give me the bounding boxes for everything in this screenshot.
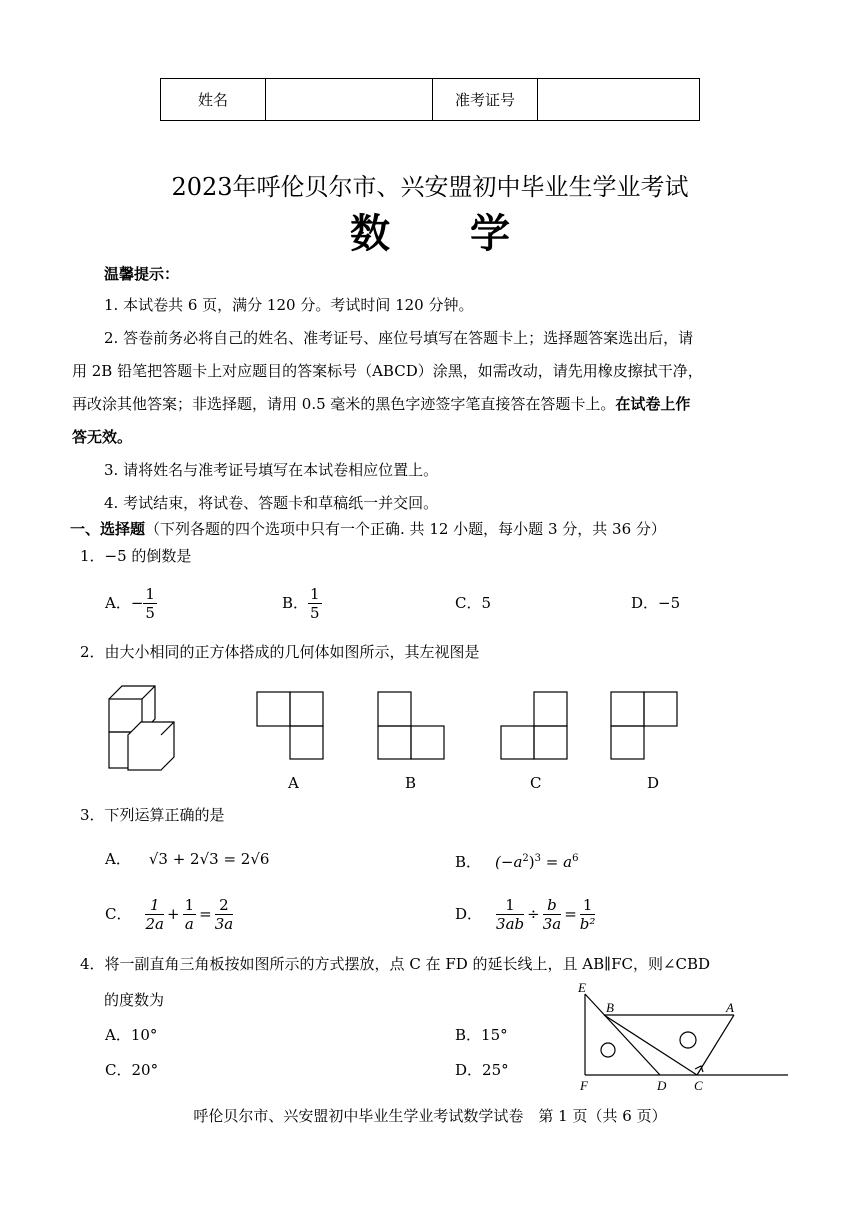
q2-label-c[interactable]: C: [530, 774, 542, 792]
q2-view-a: [257, 692, 323, 759]
q3-d-frac2-den: 3a: [542, 914, 562, 933]
name-label: 姓名: [161, 79, 266, 121]
q4-segment-ac: [697, 1015, 734, 1075]
q3-d-frac1-den: 3ab: [496, 914, 525, 933]
q4-stem-line-2: 的度数为: [104, 991, 165, 1009]
notice-warning-b: 答无效。: [72, 428, 133, 446]
q4-point-e: E: [578, 980, 586, 995]
q3-c-frac1-den: 2a: [145, 914, 164, 933]
q3-option-a-expression: √3 + 2√3 = 2√6: [148, 850, 270, 868]
notice-warning-a: 在试卷上作: [615, 395, 691, 413]
q3-d-frac3-num: 1: [580, 896, 596, 915]
q3-option-d[interactable]: D． $\frac{1}{3ab}$ ÷ $\frac{b}{3a}$ = $\frac{1}{\text{b²}}$: [455, 895, 596, 933]
notice-item-1: 1. 本试卷共 6 页，满分 120 分。考试时间 120 分钟。: [104, 296, 474, 314]
q4-point-f: F: [580, 1078, 588, 1093]
q4-point-d: D: [657, 1078, 667, 1093]
q3-option-c-label: C．: [105, 905, 132, 923]
q3-option-b-paren: ): [528, 853, 535, 871]
q3-option-b-result: = a: [541, 853, 573, 871]
q2-solid-figure: [109, 686, 174, 770]
q1-option-c[interactable]: C．5: [455, 594, 492, 612]
q4-point-c: C: [694, 1078, 703, 1093]
q3-c-frac3-num: 2: [215, 896, 234, 915]
q1-option-b-denominator: 5: [310, 603, 320, 622]
q3-d-frac1-num: 1: [496, 896, 524, 915]
q4-option-d[interactable]: D．25°: [455, 1061, 509, 1079]
q4-hole-left: [601, 1043, 615, 1057]
q4-option-b[interactable]: B．15°: [455, 1026, 508, 1044]
q3-d-frac2-num: b: [543, 896, 562, 915]
q3-stem: 3．下列运算正确的是: [80, 806, 225, 824]
q1-option-a-numerator: 1: [145, 584, 155, 603]
q3-option-b-base: (−a: [495, 853, 523, 871]
q2-label-d[interactable]: D: [647, 774, 660, 792]
q4-stem-line-1: 4．将一副直角三角板按如图所示的方式摆放，点 C 在 FD 的延长线上，且 AB∥FC，则∠CBD: [80, 955, 711, 973]
q3-c-frac1-num: 1: [145, 896, 164, 915]
notice-item-2-line-2: 用 2B 铅笔把答题卡上对应题目的答案标号（ABCD）涂黑，如需改动，请先用橡皮擦拭干净，: [72, 362, 703, 380]
section-1-description: （下列各题的四个选项中只有一个正确. 共 12 小题，每小题 3 分，共 36 分）: [145, 520, 666, 538]
name-field[interactable]: [266, 79, 433, 121]
q3-c-frac2-num: 1: [184, 895, 195, 914]
exam-id-field[interactable]: [538, 79, 700, 121]
q4-segment-ed: [585, 994, 660, 1075]
q3-c-frac3-den: 3a: [214, 914, 234, 933]
q3-c-frac2-den: a: [184, 914, 194, 933]
q1-option-a-sign: −: [130, 594, 144, 612]
q4-option-c[interactable]: C．20°: [105, 1061, 159, 1079]
q4-triangle-figure: [570, 980, 792, 1095]
q1-option-b[interactable]: [282, 582, 322, 624]
q2-cube-top-edge: [142, 686, 155, 699]
q3-option-b-label: B．: [455, 853, 482, 871]
notice-item-4: 4. 考试结束，将试卷、答题卡和草稿纸一并交回。: [104, 494, 439, 512]
q2-figures: [100, 682, 700, 792]
candidate-info-table: [160, 78, 700, 121]
q1-option-a-label: A．: [105, 594, 131, 612]
q3-option-b-outer-exp: 3: [534, 853, 542, 864]
exam-id-label: 准考证号: [433, 79, 538, 121]
q2-label-b[interactable]: B: [405, 774, 417, 792]
q2-view-d: [611, 692, 677, 759]
q3-option-b-inner-exp: 2: [522, 853, 529, 864]
q1-option-b-label: B．: [282, 594, 309, 612]
q3-option-b[interactable]: [455, 849, 578, 872]
q2-label-a[interactable]: A: [288, 774, 299, 792]
q1-stem: 1．−5 的倒数是: [80, 547, 192, 565]
notice-heading: 温馨提示：: [104, 265, 180, 283]
q2-view-b: [378, 692, 444, 759]
page-footer: 呼伦贝尔市、兴安盟初中毕业生学业考试数学试卷 第 1 页（共 6 页）: [193, 1107, 667, 1125]
exam-title: 2023年呼伦贝尔市、兴安盟初中毕业生学业考试: [171, 173, 689, 201]
notice-item-2-text: 再改涂其他答案；非选择题，请用 0.5 毫米的黑色字迹签字笔直接答在答题卡上。: [72, 395, 616, 413]
section-1-header: [70, 513, 830, 546]
q3-option-b-result-exp: 6: [572, 853, 579, 864]
q4-option-a[interactable]: A．10°: [105, 1026, 158, 1044]
q1-option-d[interactable]: D．−5: [631, 594, 681, 612]
q3-option-c[interactable]: C． $\frac{1}{2a}$ + $\frac{1}{a}$ = $\frac{2}{3a}$: [105, 895, 234, 933]
notice-item-2-line-1: 2. 答卷前务必将自己的姓名、准考证号、座位号填写在答题卡上；选择题答案选出后，请: [104, 329, 694, 347]
q2-view-c: [501, 692, 567, 759]
q3-option-a-label: A．: [105, 850, 131, 868]
q4-point-a: A: [726, 1000, 734, 1015]
section-1-heading: 一、选择题: [70, 520, 146, 538]
q4-hole-right: [680, 1032, 696, 1048]
q4-segment-bc: [604, 1015, 697, 1075]
notice-item-3: 3. 请将姓名与准考证号填写在本试卷相应位置上。: [104, 461, 439, 479]
q1-option-a[interactable]: [105, 582, 157, 624]
q4-point-b: B: [606, 1000, 614, 1015]
q2-stem: 2．由大小相同的正方体搭成的几何体如图所示，其左视图是: [80, 643, 480, 661]
q3-d-frac3-den: b²: [579, 914, 596, 933]
q1-option-a-denominator: 5: [145, 603, 155, 622]
q1-option-b-numerator: 1: [310, 584, 320, 603]
q3-option-d-label: D．: [455, 905, 483, 923]
subject-title: 数 学: [350, 211, 510, 257]
notice-item-2-line-3: [72, 388, 832, 421]
q3-option-a[interactable]: [105, 849, 269, 869]
